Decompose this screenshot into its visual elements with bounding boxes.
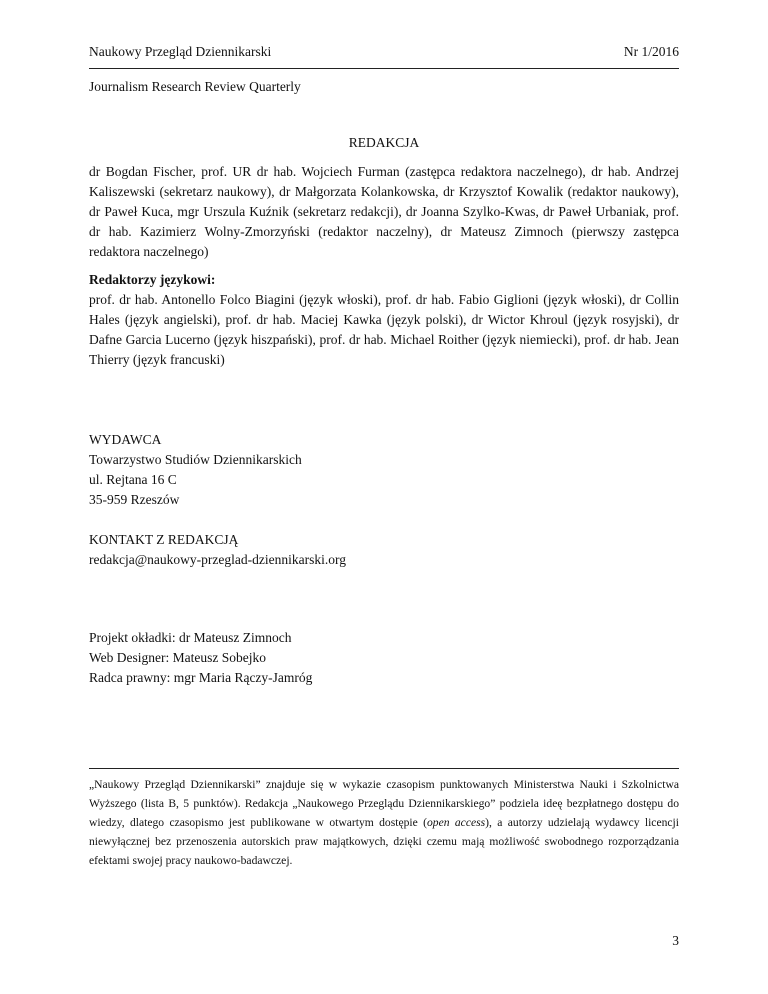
contact-section [89, 530, 679, 570]
language-editors-members: prof. dr hab. Antonello Folco Biagini (język włoski), prof. dr hab. Fabio Giglioni (język włoski), dr Collin Hales (język angielski), prof. dr hab. Maciej Kawka (język polski), dr Wictor Khroul (język rosyjski), dr Dafne Garcia Lucerno (język hiszpański), prof. dr hab. Michael Roither (język niemiecki), prof. dr hab. Jean Thierry (język francuski) [89, 292, 679, 367]
editorial-heading: REDAKCJA [348, 135, 420, 150]
publisher-street: ul. Rejtana 16 C [89, 472, 177, 487]
page-number: 3 [672, 933, 679, 948]
footer-note [89, 775, 679, 870]
running-header [89, 44, 679, 60]
contact-email[interactable]: redakcja@naukowy-przeglad-dziennikarski.org [89, 552, 346, 567]
journal-subtitle: Journalism Research Review Quarterly [89, 79, 301, 94]
footer-text-before: „Naukowy Przegląd Dziennikarski” znajduje się w wykazie czasopism punktowanych Ministerstwa Nauki i Szkolnictwa Wyższego (lista B, 5 punktów). Redakcja „Naukowego Przeglądu Dziennikarskiego” podziela ideę bezpłatnego dostępu do wiedzy, dlatego czasopismo jest publikowane w otwartym dostępie ( [89, 778, 679, 829]
credit-web: Web Designer: Mateusz Sobejko [89, 650, 266, 665]
contact-heading: KONTAKT Z REDAKCJĄ [89, 532, 239, 547]
credits-section [89, 628, 679, 688]
credit-cover: Projekt okładki: dr Mateusz Zimnoch [89, 630, 292, 645]
credit-legal: Radca prawny: mgr Maria Rączy-Jamróg [89, 670, 313, 685]
editorial-members: dr Bogdan Fischer, prof. UR dr hab. Wojciech Furman (zastępca redaktora naczelnego), dr hab. Andrzej Kaliszewski (sekretarz naukowy), dr Małgorzata Kolankowska, dr Krzysztof Kowalik (redaktor naukowy), dr Paweł Kuca, mgr Urszula Kuźnik (sekretarz redakcji), dr Joanna Szylko-Kwas, dr Paweł Urbaniak, prof. dr hab. Kazimierz Wolny-Zmorzyński (redaktor naczelny), dr Mateusz Zimnoch (pierwszy zastępca redaktora naczelnego) [89, 164, 679, 259]
footer-rule [89, 768, 679, 769]
publisher-heading: WYDAWCA [89, 432, 162, 447]
footer-italic: open access [426, 816, 486, 829]
publisher-name: Towarzystwo Studiów Dziennikarskich [89, 452, 302, 467]
publisher-section [89, 430, 679, 510]
header-rule [89, 68, 679, 69]
journal-title: Naukowy Przegląd Dziennikarski [89, 44, 272, 59]
footer-text-after: ), a autorzy udzielają wydawcy licencji niewyłącznej bez przenoszenia autorskich praw majątkowych, dzięki czemu mają możliwość swobodnego rozporządzania efektami swojej pracy naukowo-badawczej. [89, 816, 679, 867]
language-editors-heading: Redaktorzy językowi: [89, 272, 216, 287]
publisher-city: 35-959 Rzeszów [89, 492, 180, 507]
issue-number: Nr 1/2016 [623, 44, 679, 59]
